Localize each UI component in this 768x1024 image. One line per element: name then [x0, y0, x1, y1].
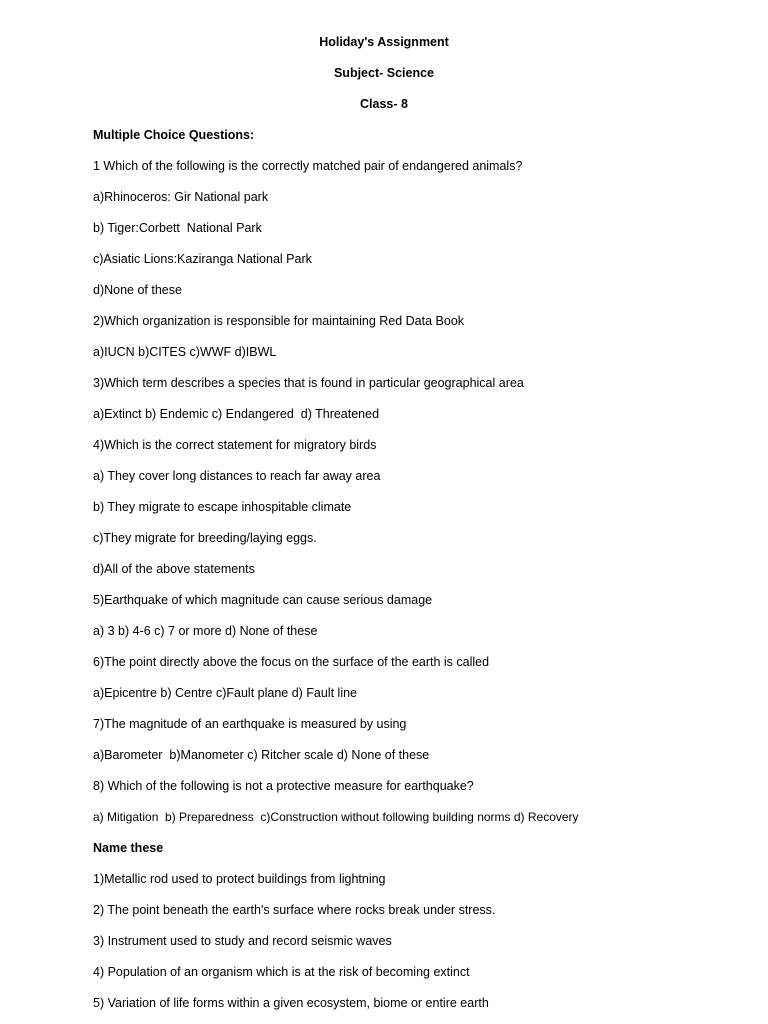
- mcq-line: d)All of the above statements: [93, 562, 255, 576]
- document-class: Class- 8: [360, 97, 408, 111]
- mcq-line: a) 3 b) 4-6 c) 7 or more d) None of these: [93, 624, 318, 638]
- name-these-line: 2) The point beneath the earth's surface where rocks break under stress.: [93, 903, 496, 917]
- mcq-line: 3)Which term describes a species that is found in particular geographical area: [93, 376, 524, 390]
- mcq-line: a) They cover long distances to reach far away area: [93, 469, 381, 483]
- mcq-line: a)Rhinoceros: Gir National park: [93, 190, 269, 204]
- document-subject: Subject- Science: [333, 66, 435, 80]
- mcq-line: a) Mitigation b) Preparedness c)Construction without following building norms d) Recovery: [93, 810, 579, 824]
- mcq-line: b) They migrate to escape inhospitable climate: [93, 500, 352, 514]
- mcq-line: 1 Which of the following is the correctly matched pair of endangered animals?: [93, 159, 523, 173]
- mcq-line: 4)Which is the correct statement for migratory birds: [93, 438, 377, 452]
- mcq-line: 6)The point directly above the focus on the surface of the earth is called: [93, 655, 490, 669]
- mcq-line: d)None of these: [93, 283, 182, 297]
- name-these-heading: Name these: [93, 841, 164, 855]
- mcq-line: b) Tiger:Corbett National Park: [93, 221, 262, 235]
- mcq-line: a)Epicentre b) Centre c)Fault plane d) Fault line: [93, 686, 358, 700]
- mcq-line: a)IUCN b)CITES c)WWF d)IBWL: [93, 345, 277, 359]
- mcq-line: 7)The magnitude of an earthquake is measured by using: [93, 717, 407, 731]
- mcq-line: a)Barometer b)Manometer c) Ritcher scale d) None of these: [93, 748, 430, 762]
- mcq-line: 8) Which of the following is not a protective measure for earthquake?: [93, 779, 474, 793]
- name-these-line: 1)Metallic rod used to protect buildings from lightning: [93, 872, 386, 886]
- mcq-line: c)Asiatic Lions:Kaziranga National Park: [93, 252, 312, 266]
- mcq-line: 5)Earthquake of which magnitude can cause serious damage: [93, 593, 433, 607]
- name-these-line: 5) Variation of life forms within a given ecosystem, biome or entire earth: [93, 996, 489, 1010]
- mcq-heading: Multiple Choice Questions:: [93, 128, 255, 142]
- name-these-line: 3) Instrument used to study and record seismic waves: [93, 934, 392, 948]
- name-these-line: 4) Population of an organism which is at the risk of becoming extinct: [93, 965, 470, 979]
- mcq-line: 2)Which organization is responsible for maintaining Red Data Book: [93, 314, 465, 328]
- mcq-line: c)They migrate for breeding/laying eggs.: [93, 531, 317, 545]
- document-title: Holiday's Assignment: [319, 35, 449, 49]
- mcq-line: a)Extinct b) Endemic c) Endangered d) Threatened: [93, 407, 380, 421]
